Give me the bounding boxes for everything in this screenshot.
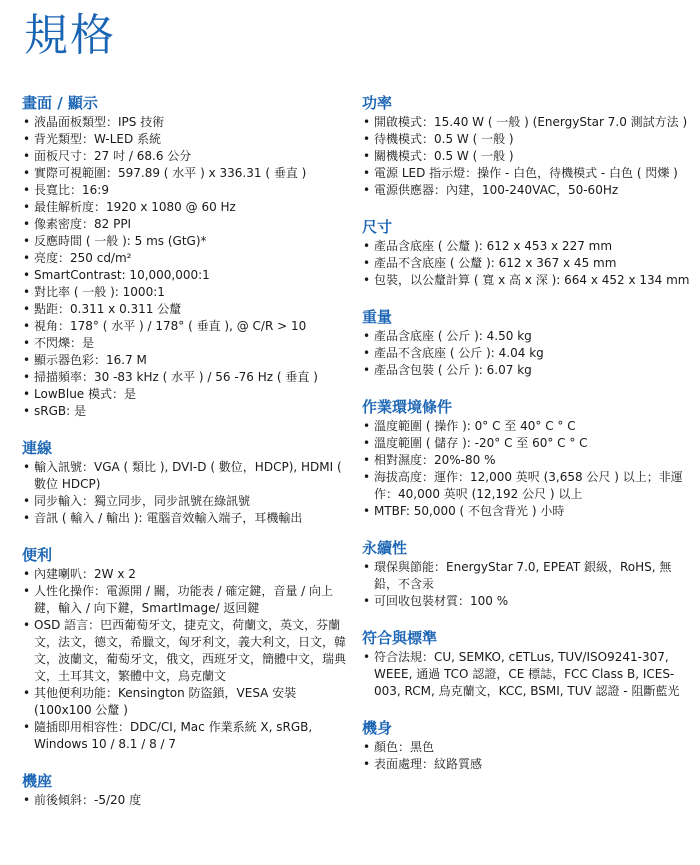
section-heading: 重量	[362, 308, 393, 326]
spec-item: • 反應時間 ( 一般 ): 5 ms (GtG)*	[22, 233, 352, 250]
spec-item: • 相對濕度：20%-80 %	[362, 452, 692, 469]
spec-item: • 關機模式：0.5 W ( 一般 )	[362, 148, 692, 165]
spec-item: • MTBF: 50,000 ( 不包含背光 ) 小時	[362, 503, 692, 520]
spec-section	[362, 93, 692, 199]
spec-item: • 像素密度：82 PPI	[22, 216, 352, 233]
spec-item: • 掃描頻率：30 -83 kHz ( 水平 ) / 56 -76 Hz ( 垂直 )	[22, 369, 352, 386]
spec-list	[362, 328, 692, 379]
spec-item: • 點距：0.311 x 0.311 公釐	[22, 301, 352, 318]
spec-section	[22, 545, 352, 753]
spec-item: • 隨插即用相容性：DDC/CI, Mac 作業系統 X, sRGB, Windows 10 / 8.1 / 8 / 7	[22, 719, 352, 753]
spec-list	[22, 459, 352, 527]
spec-item: • 開啟模式：15.40 W ( 一般 ) (EnergyStar 7.0 測試方法 )	[362, 114, 692, 131]
spec-item: • 其他便利功能：Kensington 防盜鎖，VESA 安裝 (100x100 公釐 )	[22, 685, 352, 719]
spec-item: • 海拔高度：運作：12,000 英呎 (3,658 公尺 ) 以上；非運作：40,000 英呎 (12,192 公尺 ) 以上	[362, 469, 692, 503]
section-heading: 便利	[22, 546, 53, 564]
spec-item: • 可回收包裝材質：100 %	[362, 593, 692, 610]
spec-section	[362, 217, 692, 289]
spec-section	[22, 438, 352, 527]
section-heading: 功率	[362, 94, 393, 112]
spec-item: • 溫度範圍 ( 操作 ): 0° C 至 40° C ° C	[362, 418, 692, 435]
spec-item: • 溫度範圍 ( 儲存 ): -20° C 至 60° C ° C	[362, 435, 692, 452]
spec-item: • 包裝，以公釐計算 ( 寬 x 高 x 深 ): 664 x 452 x 134 mm	[362, 272, 692, 289]
spec-item: • 表面處理：紋路質感	[362, 756, 692, 773]
spec-item: • 音訊 ( 輸入 / 輸出 ): 電腦音效輸入端子，耳機輸出	[22, 510, 352, 527]
spec-item: • 面板尺寸：27 吋 / 68.6 公分	[22, 148, 352, 165]
spec-section	[362, 718, 692, 773]
spec-item: • 實際可視範圍：597.89 ( 水平 ) x 336.31 ( 垂直 )	[22, 165, 352, 182]
spec-item: • 產品含包裝 ( 公斤 ): 6.07 kg	[362, 362, 692, 379]
spec-item: • 亮度：250 cd/m²	[22, 250, 352, 267]
spec-item: • 內建喇叭：2W x 2	[22, 566, 352, 583]
spec-item: • 待機模式：0.5 W ( 一般 )	[362, 131, 692, 148]
section-heading: 畫面 / 顯示	[22, 94, 98, 112]
spec-item: • 人性化操作：電源開 / 關，功能表 / 確定鍵，音量 / 向上鍵，輸入 / 向下鍵，SmartImage/ 返回鍵	[22, 583, 352, 617]
left-column	[22, 93, 352, 827]
section-heading: 連線	[22, 439, 53, 457]
spec-item: • 符合法規：CU, SEMKO, cETLus, TUV/ISO9241-307, WEEE, 通過 TCO 認證，CE 標誌，FCC Class B, ICES-003, RCM, 烏克蘭文，KCC, BSMI, TUV 認證 - 阻斷藍光	[362, 649, 692, 700]
section-heading: 符合與標準	[362, 629, 438, 647]
spec-item: • 最佳解析度：1920 x 1080 @ 60 Hz	[22, 199, 352, 216]
page-title: 規格	[24, 10, 116, 61]
spec-item: • 對比率 ( 一般 ): 1000:1	[22, 284, 352, 301]
section-heading: 尺寸	[362, 218, 393, 236]
spec-list	[362, 418, 692, 520]
spec-item: • 電源 LED 指示燈：操作 - 白色，待機模式 - 白色 ( 閃爍 )	[362, 165, 692, 182]
spec-item: • 電源供應器：內建，100-240VAC，50-60Hz	[362, 182, 692, 199]
spec-item: • OSD 語言：巴西葡萄牙文，捷克文，荷蘭文，英文，芬蘭文，法文，德文，希臘文，匈牙利文，義大利文，日文，韓文，波蘭文，葡萄牙文，俄文，西班牙文，簡體中文，瑞典文，土耳其文，繁體中文，烏克蘭文	[22, 617, 352, 685]
spec-section	[362, 538, 692, 610]
spec-list	[22, 114, 352, 420]
spec-item: • 產品不含底座 ( 公斤 ): 4.04 kg	[362, 345, 692, 362]
spec-section	[22, 93, 352, 420]
spec-list	[362, 559, 692, 610]
section-heading: 機身	[362, 719, 393, 737]
spec-section	[362, 628, 692, 700]
right-column	[362, 93, 692, 791]
spec-item: • 長寬比：16:9	[22, 182, 352, 199]
spec-list	[22, 792, 352, 809]
spec-item: • 背光類型：W-LED 系統	[22, 131, 352, 148]
spec-item: • sRGB: 是	[22, 403, 352, 420]
spec-item: • 不閃爍：是	[22, 335, 352, 352]
spec-list	[362, 739, 692, 773]
spec-item: • 產品含底座 ( 公釐 ): 612 x 453 x 227 mm	[362, 238, 692, 255]
spec-list	[362, 649, 692, 700]
spec-item: • 產品不含底座 ( 公釐 ): 612 x 367 x 45 mm	[362, 255, 692, 272]
spec-item: • 液晶面板類型：IPS 技術	[22, 114, 352, 131]
section-heading: 機座	[22, 772, 53, 790]
spec-section	[362, 397, 692, 520]
section-heading: 永續性	[362, 539, 408, 557]
spec-item: • 視角：178° ( 水平 ) / 178° ( 垂直 ), @ C/R > 10	[22, 318, 352, 335]
spec-item: • LowBlue 模式：是	[22, 386, 352, 403]
spec-item: • 環保與節能：EnergyStar 7.0, EPEAT 銀級，RoHS, 無鉛，不含汞	[362, 559, 692, 593]
section-heading: 作業環境條件	[362, 398, 453, 416]
spec-item: • 顯示器色彩：16.7 M	[22, 352, 352, 369]
spec-item: • 輸入訊號：VGA ( 類比 ), DVI-D ( 數位，HDCP), HDMI ( 數位 HDCP)	[22, 459, 352, 493]
spec-list	[22, 566, 352, 753]
spec-section	[362, 307, 692, 379]
spec-section	[22, 771, 352, 809]
spec-item: • 顏色：黑色	[362, 739, 692, 756]
spec-item: • 同步輸入：獨立同步，同步訊號在綠訊號	[22, 493, 352, 510]
spec-item: • 前後傾斜：-5/20 度	[22, 792, 352, 809]
spec-item: • 產品含底座 ( 公斤 ): 4.50 kg	[362, 328, 692, 345]
spec-list	[362, 238, 692, 289]
spec-item: • SmartContrast: 10,000,000:1	[22, 267, 352, 284]
spec-list	[362, 114, 692, 199]
